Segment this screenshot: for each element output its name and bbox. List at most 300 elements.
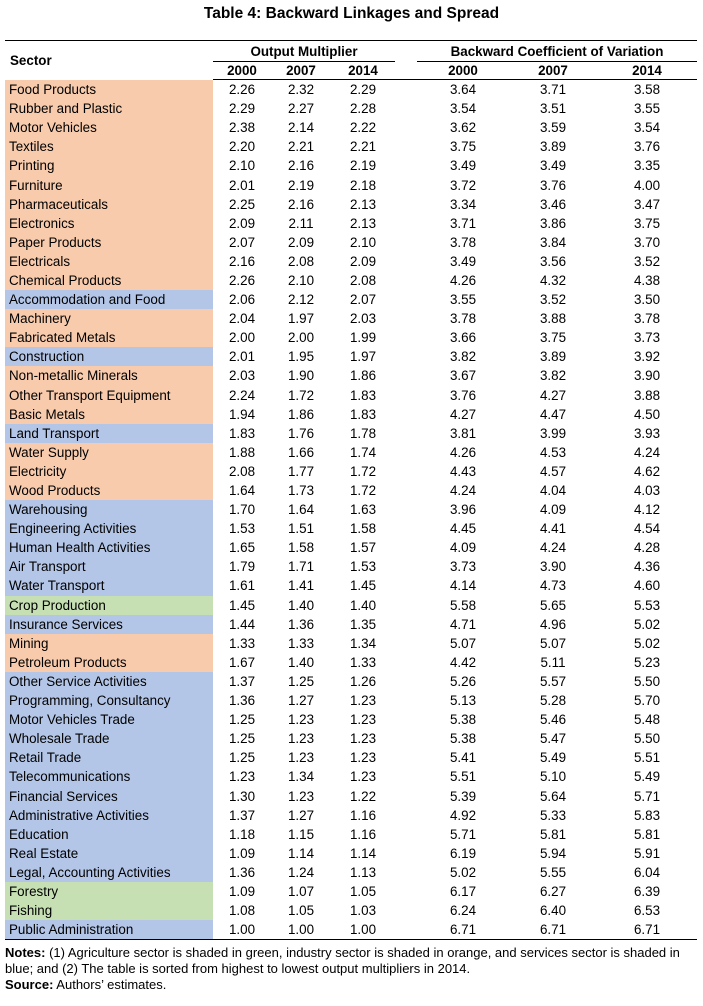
backward-cv-cell: 3.78 [449,311,477,327]
output-multiplier-cell: 2.03 [228,368,256,384]
backward-cv-cell: 4.36 [633,559,661,575]
output-multiplier-cell: 2.10 [228,158,256,174]
backward-cv-cell: 4.12 [633,502,661,518]
table-row [5,366,697,385]
sector-name-cell: Human Health Activities [5,538,213,557]
backward-cv-cell: 4.60 [633,578,661,594]
output-multiplier-cell: 2.01 [228,349,256,365]
sector-name-cell: Telecommunications [5,767,213,786]
backward-cv-cell: 5.64 [539,788,567,804]
backward-cv-cell: 4.50 [633,406,661,422]
backward-cv-cell: 5.50 [633,731,661,747]
backward-cv-cell: 4.26 [449,272,477,288]
table-row [5,137,697,156]
output-multiplier-cell: 1.78 [349,425,377,441]
backward-cv-cell: 5.26 [449,673,477,689]
backward-cv-cell: 5.02 [633,635,661,651]
backward-cv-cell: 3.49 [449,253,477,269]
table-row [5,233,697,252]
output-multiplier-cell: 1.24 [287,864,315,880]
output-multiplier-cell: 1.26 [349,673,377,689]
output-multiplier-cell: 1.61 [228,578,256,594]
backward-cv-cell: 3.50 [633,292,661,308]
table-row [5,252,697,271]
backward-cv-cell: 5.38 [449,731,477,747]
table-body [5,80,697,940]
output-multiplier-cell: 2.26 [228,82,256,98]
output-multiplier-cell: 1.72 [349,463,377,479]
output-multiplier-cell: 1.65 [228,540,256,556]
backward-cv-cell: 3.81 [449,425,477,441]
backward-cv-cell: 3.71 [449,215,477,231]
sector-name-cell: Chemical Products [5,271,213,290]
output-multiplier-cell: 1.51 [287,521,315,537]
output-multiplier-cell: 1.23 [287,712,315,728]
backward-cv-cell: 6.27 [539,883,567,899]
backward-cv-cell: 3.84 [539,234,567,250]
output-multiplier-cell: 1.18 [228,826,256,842]
notes-text [5,945,697,977]
output-multiplier-cell: 1.73 [287,483,315,499]
output-multiplier-cell: 1.58 [349,521,377,537]
backward-cv-cell: 4.92 [449,807,477,823]
backward-cv-cell: 5.57 [539,673,567,689]
backward-cv-cell: 5.07 [449,635,477,651]
sector-name-cell: Legal, Accounting Activities [5,863,213,882]
table-row [5,214,697,233]
output-multiplier-cell: 2.08 [228,463,256,479]
output-multiplier-cell: 1.57 [349,540,377,556]
sector-name-cell: Food Products [5,80,213,100]
backward-cv-cell: 3.76 [633,139,661,155]
output-multiplier-cell: 1.99 [349,330,377,346]
cv-year-header: 2014 [597,62,697,80]
output-multiplier-cell: 2.10 [349,234,377,250]
table-row [5,405,697,424]
table-row [5,672,697,691]
table-row [5,786,697,805]
backward-cv-cell: 3.62 [449,120,477,136]
backward-cv-cell: 5.51 [633,750,661,766]
output-multiplier-header: Output Multiplier [213,41,395,62]
output-multiplier-cell: 1.23 [349,693,377,709]
table-row [5,195,697,214]
sector-name-cell: Other Service Activities [5,672,213,691]
sector-name-cell: Electronics [5,214,213,233]
output-multiplier-cell: 2.06 [228,292,256,308]
backward-cv-cell: 3.51 [539,101,567,117]
output-multiplier-cell: 2.16 [287,196,315,212]
output-multiplier-cell: 1.58 [287,540,315,556]
backward-cv-cell: 5.41 [449,750,477,766]
cv-year-header: 2007 [509,62,597,80]
output-multiplier-cell: 1.36 [287,616,315,632]
backward-cv-cell: 4.24 [449,483,477,499]
backward-cv-cell: 5.55 [539,864,567,880]
table-row [5,424,697,443]
sector-name-cell: Non-metallic Minerals [5,366,213,385]
output-multiplier-cell: 1.86 [287,406,315,422]
backward-cv-cell: 4.54 [633,521,661,537]
output-multiplier-cell: 2.01 [228,177,256,193]
sector-name-cell: Crop Production [5,596,213,615]
table-row [5,538,697,557]
backward-cv-cell: 4.24 [539,540,567,556]
backward-cv-cell: 5.47 [539,731,567,747]
backward-cv-cell: 4.41 [539,521,567,537]
output-multiplier-cell: 1.37 [228,807,256,823]
backward-cv-cell: 5.91 [633,845,661,861]
output-multiplier-cell: 2.13 [349,196,377,212]
backward-cv-cell: 5.49 [633,769,661,785]
backward-cv-cell: 5.02 [449,864,477,880]
output-multiplier-cell: 1.16 [349,807,377,823]
table-row [5,901,697,920]
backward-cv-cell: 3.59 [539,120,567,136]
output-multiplier-cell: 2.08 [287,253,315,269]
table-row [5,99,697,118]
backward-cv-cell: 6.40 [539,903,567,919]
table-row [5,156,697,175]
output-multiplier-cell: 2.19 [287,177,315,193]
table-row [5,806,697,825]
output-multiplier-cell: 1.23 [349,712,377,728]
backward-cv-cell: 3.78 [633,311,661,327]
backward-cv-cell: 4.32 [539,272,567,288]
sector-name-cell: Motor Vehicles Trade [5,710,213,729]
output-multiplier-cell: 1.72 [349,483,377,499]
backward-cv-cell: 3.75 [633,215,661,231]
sector-name-cell: Engineering Activities [5,519,213,538]
backward-cv-cell: 5.71 [633,788,661,804]
backward-cv-cell: 5.23 [633,654,661,670]
backward-cv-cell: 4.00 [633,177,661,193]
output-multiplier-cell: 1.40 [287,597,315,613]
backward-cv-cell: 3.89 [539,139,567,155]
table-title: Table 4: Backward Linkages and Spread [203,5,500,22]
backward-cv-cell: 4.62 [633,463,661,479]
output-multiplier-cell: 2.03 [349,311,377,327]
sector-name-cell: Insurance Services [5,615,213,634]
table-row [5,691,697,710]
table-row [5,118,697,137]
backward-cv-cell: 4.26 [449,444,477,460]
backward-cv-cell: 3.49 [449,158,477,174]
backward-cv-cell: 3.34 [449,196,477,212]
backward-cv-cell: 3.75 [539,330,567,346]
backward-cv-cell: 4.96 [539,616,567,632]
backward-cv-cell: 6.19 [449,845,477,861]
table-row [5,290,697,309]
backward-cv-cell: 4.27 [449,406,477,422]
table-row [5,653,697,672]
backward-cv-cell: 3.47 [633,196,661,212]
sector-name-cell: Textiles [5,137,213,156]
sector-name-cell: Public Administration [5,920,213,940]
backward-cv-cell: 5.33 [539,807,567,823]
backward-cv-cell: 3.88 [633,387,661,403]
output-multiplier-cell: 1.40 [287,654,315,670]
output-multiplier-cell: 1.23 [349,731,377,747]
output-multiplier-cell: 2.29 [349,82,377,98]
sector-column-header: Sector [5,41,213,80]
backward-cv-cell: 3.72 [449,177,477,193]
backward-cv-cell: 5.65 [539,597,567,613]
sector-name-cell: Petroleum Products [5,653,213,672]
backward-cv-cell: 3.66 [449,330,477,346]
output-multiplier-cell: 2.10 [287,272,315,288]
table-row [5,634,697,653]
output-multiplier-cell: 2.22 [349,120,377,136]
output-multiplier-cell: 1.53 [228,521,256,537]
table-row [5,443,697,462]
backward-cv-cell: 6.24 [449,903,477,919]
output-multiplier-cell: 1.30 [228,788,256,804]
backward-cv-cell: 5.28 [539,693,567,709]
table-row [5,576,697,595]
output-multiplier-cell: 1.03 [349,903,377,919]
output-multiplier-cell: 1.23 [287,731,315,747]
backward-cv-cell: 4.47 [539,406,567,422]
backward-cv-cell: 3.82 [539,368,567,384]
output-multiplier-cell: 2.20 [228,139,256,155]
output-multiplier-cell: 1.97 [349,349,377,365]
output-multiplier-cell: 2.27 [287,101,315,117]
sector-name-cell: Retail Trade [5,748,213,767]
output-multiplier-cell: 1.97 [287,311,315,327]
table-row [5,309,697,328]
backward-cv-cell: 3.89 [539,349,567,365]
output-multiplier-cell: 1.63 [349,502,377,518]
output-multiplier-cell: 1.25 [287,673,315,689]
om-year-header: 2007 [271,62,331,80]
backward-cv-cell: 3.99 [539,425,567,441]
backward-cv-cell: 5.39 [449,788,477,804]
backward-cv-cell: 3.52 [633,253,661,269]
backward-cv-cell: 5.81 [539,826,567,842]
output-multiplier-cell: 2.09 [349,253,377,269]
output-multiplier-cell: 1.64 [228,483,256,499]
table-row [5,386,697,405]
output-multiplier-cell: 1.64 [287,502,315,518]
backward-cv-cell: 3.67 [449,368,477,384]
sector-name-cell: Accommodation and Food [5,290,213,309]
backward-cv-cell: 4.09 [449,540,477,556]
output-multiplier-cell: 1.25 [228,731,256,747]
backward-cv-cell: 3.52 [539,292,567,308]
backward-cv-cell: 5.50 [633,673,661,689]
output-multiplier-cell: 2.09 [228,215,256,231]
output-multiplier-cell: 1.90 [287,368,315,384]
output-multiplier-cell: 2.13 [349,215,377,231]
table-row [5,500,697,519]
output-multiplier-cell: 1.00 [213,920,271,940]
sector-name-cell: Electricity [5,462,213,481]
sector-name-cell: Paper Products [5,233,213,252]
output-multiplier-cell: 1.23 [287,788,315,804]
backward-cv-cell: 5.10 [539,769,567,785]
output-multiplier-cell: 1.27 [287,807,315,823]
sector-name-cell: Financial Services [5,786,213,805]
backward-cv-cell: 5.49 [539,750,567,766]
backward-cv-cell: 4.38 [633,272,661,288]
source-line [5,977,697,993]
sector-name-cell: Pharmaceuticals [5,195,213,214]
table-row [5,825,697,844]
output-multiplier-cell: 1.16 [349,826,377,842]
sector-name-cell: Water Transport [5,576,213,595]
backward-cv-cell: 4.27 [539,387,567,403]
source-label: Source: [5,977,54,992]
table-row [5,615,697,634]
sector-name-cell: Warehousing [5,500,213,519]
output-multiplier-cell: 1.45 [349,578,377,594]
output-multiplier-cell: 1.36 [228,864,256,880]
output-multiplier-cell: 1.15 [287,826,315,842]
notes-body: (1) Agriculture sector is shaded in green, industry sector is shaded in orange, and services sector is shaded in blue; and (2) The table is sorted from highest to lowest output multipliers in 2014. [5,945,680,976]
output-multiplier-cell: 1.83 [349,406,377,422]
output-multiplier-cell: 2.26 [228,272,256,288]
backward-cv-cell: 6.71 [417,920,509,940]
output-multiplier-cell: 1.72 [287,387,315,403]
table-row [5,328,697,347]
output-multiplier-cell: 1.35 [349,616,377,632]
backward-cv-cell: 5.07 [539,635,567,651]
output-multiplier-cell: 2.24 [228,387,256,403]
backward-cv-cell: 3.56 [539,253,567,269]
output-multiplier-cell: 2.38 [228,120,256,136]
table-row [5,519,697,538]
sector-name-cell: Real Estate [5,844,213,863]
output-multiplier-cell: 1.05 [349,883,377,899]
backward-cv-cell: 5.94 [539,845,567,861]
backward-cv-cell: 3.76 [539,177,567,193]
table-row [5,748,697,767]
cv-year-header: 2000 [417,62,509,80]
table-row [5,844,697,863]
output-multiplier-cell: 2.09 [287,234,315,250]
table-row [5,557,697,576]
output-multiplier-cell: 1.08 [228,903,256,919]
output-multiplier-cell: 2.07 [228,234,256,250]
backward-cv-cell: 3.88 [539,311,567,327]
output-multiplier-cell: 1.40 [349,597,377,613]
output-multiplier-cell: 2.00 [287,330,315,346]
backward-cv-cell: 4.03 [633,483,661,499]
output-multiplier-cell: 1.83 [349,387,377,403]
output-multiplier-cell: 2.11 [288,215,314,231]
output-multiplier-cell: 1.88 [228,444,256,460]
output-multiplier-cell: 2.25 [228,196,256,212]
table-row [5,271,697,290]
sector-name-cell: Mining [5,634,213,653]
backward-cv-cell: 4.53 [539,444,567,460]
backward-cv-cell: 6.39 [633,883,661,899]
backward-cv-cell: 5.11 [540,654,566,670]
output-multiplier-cell: 1.77 [287,463,315,479]
output-multiplier-cell: 1.14 [287,845,315,861]
backward-cv-cell: 5.71 [449,826,477,842]
backward-cv-cell: 3.75 [449,139,477,155]
table-notes [5,945,697,993]
backward-cv-cell: 3.90 [633,368,661,384]
backward-cv-cell: 3.73 [449,559,477,575]
sector-name-cell: Rubber and Plastic [5,99,213,118]
output-multiplier-cell: 1.23 [228,769,256,785]
backward-cv-cell: 6.17 [449,883,477,899]
output-multiplier-cell: 1.67 [228,654,256,670]
output-multiplier-cell: 2.12 [287,292,315,308]
sector-name-cell: Other Transport Equipment [5,386,213,405]
output-multiplier-cell: 2.19 [349,158,377,174]
output-multiplier-cell: 1.34 [349,635,377,651]
backward-cv-cell: 5.46 [539,712,567,728]
backward-cv-cell: 5.38 [449,712,477,728]
backward-cv-cell: 3.55 [633,101,661,117]
sector-name-cell: Education [5,825,213,844]
output-multiplier-cell: 1.23 [349,769,377,785]
output-multiplier-cell: 2.16 [287,158,315,174]
output-multiplier-cell: 2.08 [349,272,377,288]
source-body: Authors’ estimates. [53,977,167,992]
sector-name-cell: Wood Products [5,481,213,500]
backward-cv-cell: 4.57 [539,463,567,479]
backward-cv-cell: 4.09 [539,502,567,518]
table-row [5,729,697,748]
output-multiplier-cell: 2.07 [349,292,377,308]
backward-cv-cell: 4.71 [449,616,477,632]
backward-cv-cell: 4.04 [539,483,567,499]
output-multiplier-cell: 1.23 [349,750,377,766]
output-multiplier-cell: 1.00 [271,920,331,940]
backward-cv-cell: 4.42 [449,654,477,670]
backward-cv-cell: 5.83 [633,807,661,823]
backward-cv-cell: 3.54 [449,101,477,117]
backward-cv-cell: 3.96 [449,502,477,518]
backward-cv-cell: 6.53 [633,903,661,919]
table-row [5,920,697,940]
sector-name-cell: Fabricated Metals [5,328,213,347]
backward-cv-cell: 5.13 [449,693,477,709]
backward-cv-cell: 3.35 [633,158,661,174]
sector-name-cell: Printing [5,156,213,175]
output-multiplier-cell: 2.18 [349,177,377,193]
table-row [5,882,697,901]
sector-name-cell: Land Transport [5,424,213,443]
backward-cv-cell: 4.43 [449,463,477,479]
output-multiplier-cell: 1.05 [287,903,315,919]
output-multiplier-cell: 1.44 [228,616,256,632]
sector-name-cell: Basic Metals [5,405,213,424]
output-multiplier-cell: 2.21 [287,139,315,155]
backward-cv-cell: 5.02 [633,616,661,632]
sector-name-cell: Forestry [5,882,213,901]
output-multiplier-cell: 1.74 [349,444,377,460]
backward-cv-cell: 4.45 [449,521,477,537]
table-row [5,863,697,882]
table-row [5,481,697,500]
output-multiplier-cell: 1.83 [228,425,256,441]
backward-cv-cell: 3.82 [449,349,477,365]
output-multiplier-cell: 1.13 [349,864,377,880]
output-multiplier-cell: 1.71 [287,559,315,575]
output-multiplier-cell: 1.33 [287,635,315,651]
output-multiplier-cell: 1.37 [228,673,256,689]
table-row [5,80,697,100]
output-multiplier-cell: 1.76 [287,425,315,441]
backward-cv-cell: 3.58 [633,82,661,98]
table-row [5,710,697,729]
